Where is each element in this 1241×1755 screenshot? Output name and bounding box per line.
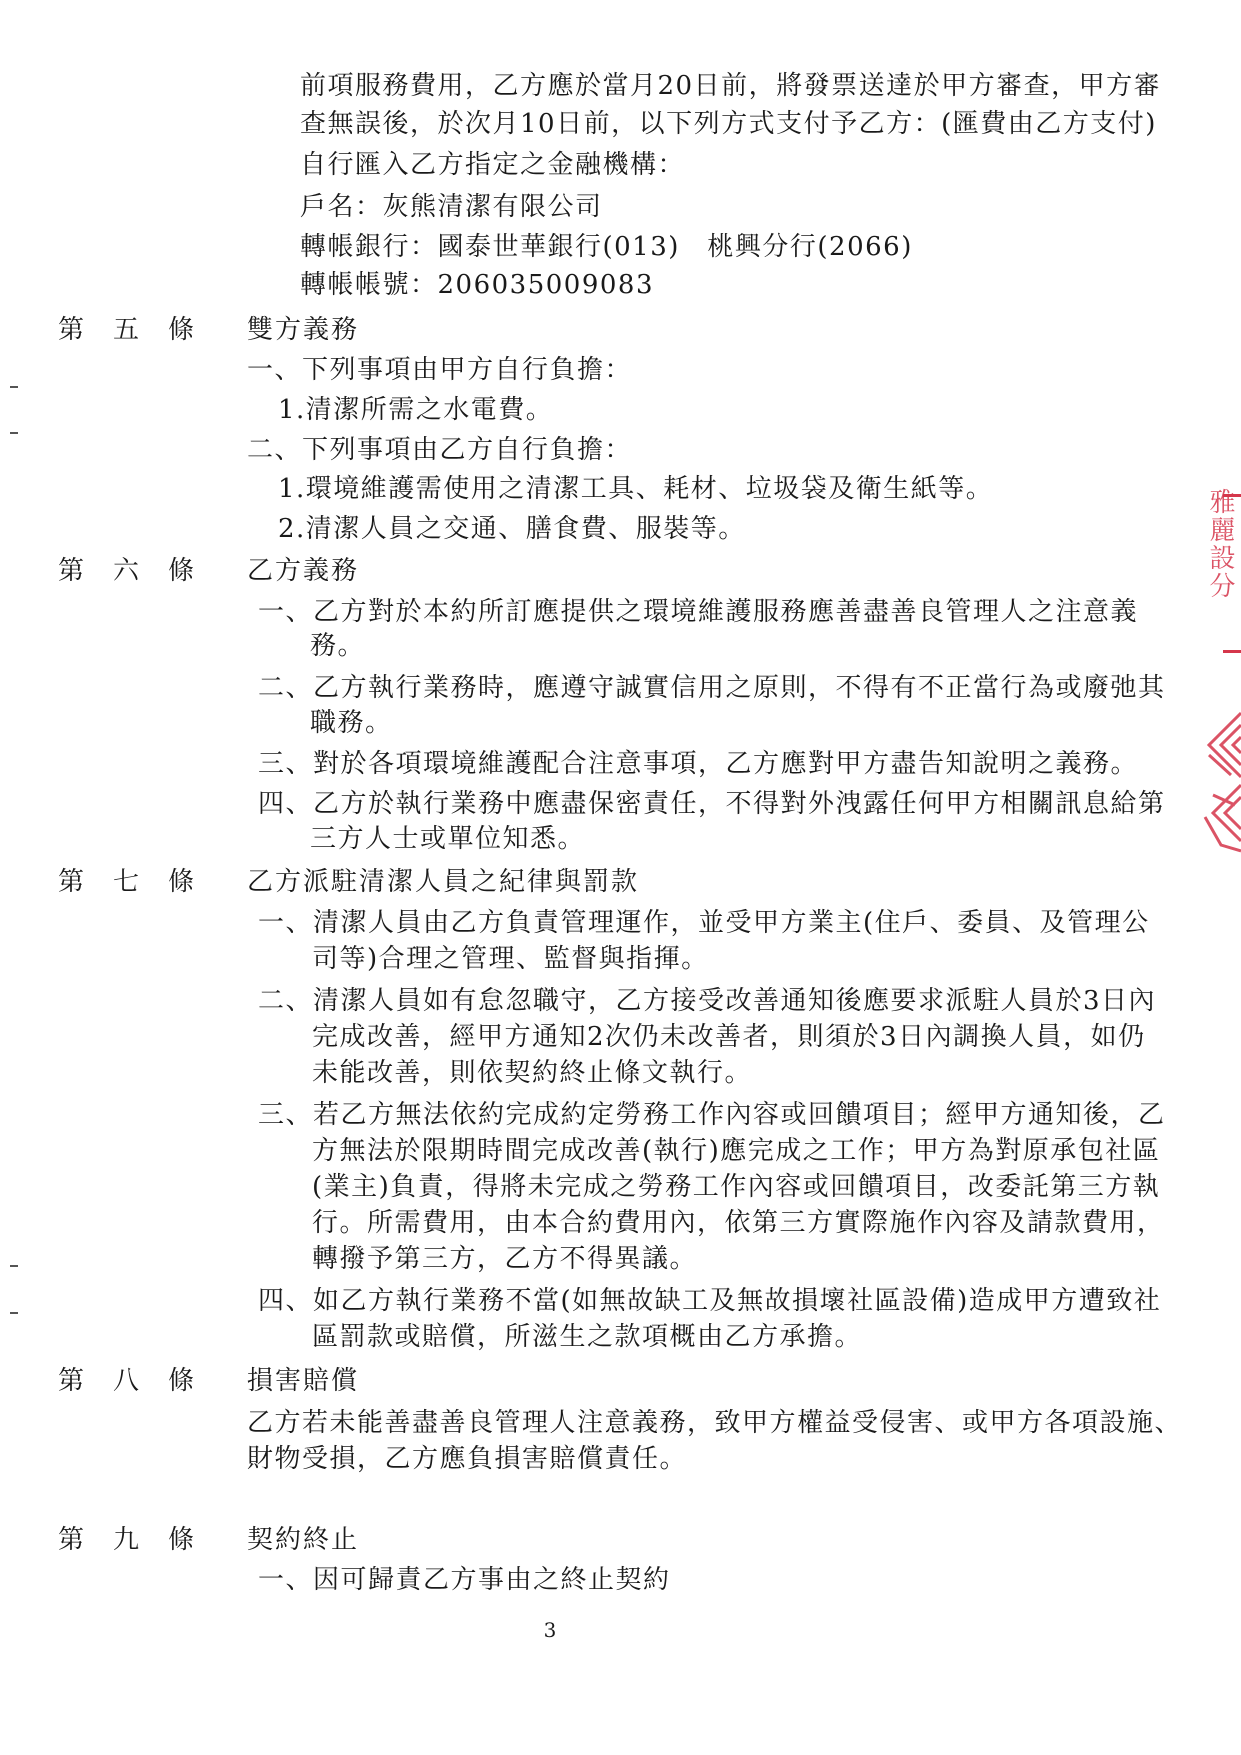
page-number: 3 — [543, 1618, 557, 1642]
article-6-line: 三方人士或單位知悉。 — [310, 824, 586, 854]
article-7-line: 行。所需費用，由本合約費用內，依第三方實際施作內容及請款費用， — [312, 1208, 1165, 1238]
article-8-line: 乙方若未能善盡善良管理人注意義務，致甲方權益受侵害、或甲方各項設施、 — [247, 1408, 1183, 1438]
article-7-line: 區罰款或賠償，所滋生之款項概由乙方承擔。 — [312, 1322, 863, 1352]
article-8-title: 損害賠償 — [247, 1366, 360, 1396]
article-6-line: 職務。 — [310, 708, 393, 738]
article-7-title: 乙方派駐清潔人員之紀律與罰款 — [247, 867, 640, 897]
scan-speck — [10, 386, 18, 388]
payment-line-1: 前項服務費用，乙方應於當月20日前，將發票送達於甲方審查，甲方審 — [300, 71, 1162, 101]
article-6-line: 三、對於各項環境維護配合注意事項，乙方應對甲方盡告知說明之義務。 — [258, 749, 1139, 779]
scan-speck — [10, 432, 18, 434]
article-6-line: 一、乙方對於本約所訂應提供之環境維護服務應善盡善良管理人之注意義 — [258, 597, 1139, 627]
payment-line-3: 自行匯入乙方指定之金融機構： — [300, 150, 686, 180]
stamp-bar — [1223, 650, 1241, 653]
article-7-line: 二、清潔人員如有怠忽職守，乙方接受改善通知後應要求派駐人員於3日內 — [258, 986, 1157, 1016]
scan-speck — [10, 1265, 18, 1267]
account-name: 戶名：灰熊清潔有限公司 — [300, 192, 603, 222]
article-5-title: 雙方義務 — [247, 315, 360, 345]
article-7-number: 第 七 條 — [58, 867, 195, 897]
article-5-line: 1.環境維護需使用之清潔工具、耗材、垃圾袋及衛生紙等。 — [278, 474, 994, 504]
article-9-line: 一、因可歸責乙方事由之終止契約 — [258, 1565, 671, 1595]
article-8-line: 財物受損，乙方應負損害賠償責任。 — [247, 1444, 688, 1474]
article-5-line: 2.清潔人員之交通、膳食費、服裝等。 — [278, 514, 746, 544]
article-6-line: 務。 — [310, 631, 366, 661]
article-7-line: 四、如乙方執行業務不當(如無故缺工及無故損壞社區設備)造成甲方遭致社 — [258, 1286, 1162, 1316]
article-5-line: 二、下列事項由乙方自行負擔： — [247, 435, 633, 465]
article-9-title: 契約終止 — [247, 1525, 360, 1555]
article-5-line: 一、下列事項由甲方自行負擔： — [247, 355, 633, 385]
scan-speck — [10, 1312, 18, 1314]
article-7-line: 一、清潔人員由乙方負責管理運作，並受甲方業主(住戶、委員、及管理公 — [258, 908, 1150, 938]
article-7-line: 方無法於限期時間完成改善(執行)應完成之工作；甲方為對原承包社區 — [312, 1136, 1161, 1166]
article-7-line: 司等)合理之管理、監督與指揮。 — [312, 944, 709, 974]
article-7-line: 未能改善，則依契約終止條文執行。 — [312, 1058, 753, 1088]
article-9-number: 第 九 條 — [58, 1525, 195, 1555]
article-6-line: 二、乙方執行業務時，應遵守誠實信用之原則，不得有不正當行為或廢弛其 — [258, 673, 1166, 703]
payment-line-2: 查無誤後，於次月10日前，以下列方式支付予乙方：(匯費由乙方支付) — [300, 109, 1157, 139]
article-6-number: 第 六 條 — [58, 556, 195, 586]
article-7-line: (業主)負責，得將未完成之勞務工作內容或回饋項目，改委託第三方執 — [312, 1172, 1161, 1202]
article-6-line: 四、乙方於執行業務中應盡保密責任，不得對外洩露任何甲方相關訊息給第 — [258, 789, 1166, 819]
bank-info: 轉帳銀行：國泰世華銀行(013) 桃興分行(2066) — [300, 232, 913, 262]
company-stamp: 雅麗設分 — [1205, 488, 1235, 600]
article-7-line: 轉撥予第三方，乙方不得異議。 — [312, 1244, 698, 1274]
article-8-number: 第 八 條 — [58, 1366, 195, 1396]
article-5-number: 第 五 條 — [58, 315, 195, 345]
article-6-title: 乙方義務 — [247, 556, 360, 586]
account-number: 轉帳帳號：206035009083 — [300, 270, 655, 300]
article-5-line: 1.清潔所需之水電費。 — [278, 395, 554, 425]
article-7-line: 三、若乙方無法依約完成約定勞務工作內容或回饋項目；經甲方通知後，乙 — [258, 1100, 1166, 1130]
red-seal-icon — [1191, 705, 1241, 855]
article-7-line: 完成改善，經甲方通知2次仍未改善者，則須於3日內調換人員，如仍 — [312, 1022, 1146, 1052]
